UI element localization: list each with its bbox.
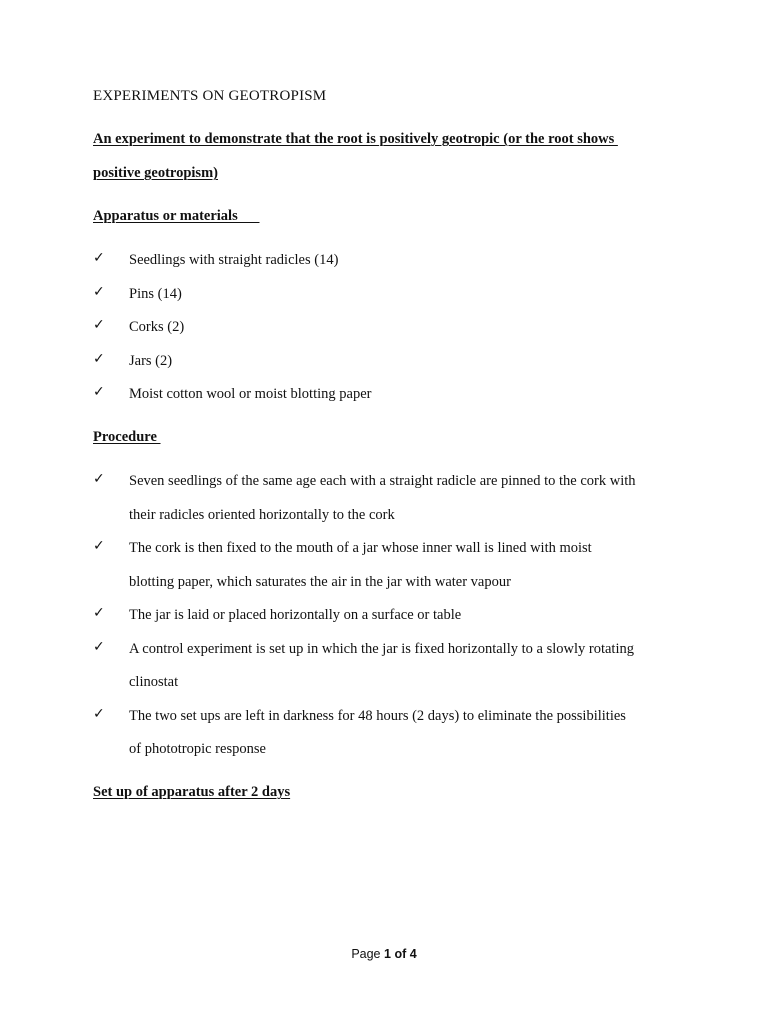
list-item: Pins (14) [129, 286, 182, 302]
page-label: Page [351, 947, 381, 961]
procedure-step-line: of phototropic response [129, 741, 266, 757]
procedure-step-line: The jar is laid or placed horizontally on a surface or table [129, 607, 462, 623]
checkmark-icon: ✓ [93, 250, 105, 266]
procedure-step-line: A control experiment is set up in which the jar is fixed horizontally to a slowly rotating [129, 641, 634, 657]
checkmark-icon: ✓ [93, 351, 105, 367]
setup-heading: Set up of apparatus after 2 days [93, 784, 291, 800]
document-title: EXPERIMENTS ON GEOTROPISM [93, 88, 327, 104]
procedure-step-line: clinostat [129, 674, 179, 690]
procedure-heading: Procedure [93, 429, 161, 445]
list-item: Corks (2) [129, 319, 185, 335]
experiment-heading-line-1: An experiment to demonstrate that the root is positively geotropic (or the root shows [93, 131, 618, 147]
page-of: of [394, 947, 407, 961]
experiment-heading-line-2: positive geotropism) [93, 165, 218, 181]
checkmark-icon: ✓ [93, 639, 105, 655]
page-current: 1 [384, 947, 391, 961]
procedure-step-line: The cork is then fixed to the mouth of a jar whose inner wall is lined with moist [129, 540, 592, 556]
procedure-step-line: Seven seedlings of the same age each with a straight radicle are pinned to the cork with [129, 473, 636, 489]
checkmark-icon: ✓ [93, 706, 105, 722]
checkmark-icon: ✓ [93, 317, 105, 333]
page-footer [0, 947, 768, 961]
apparatus-heading: Apparatus or materials [93, 208, 260, 224]
list-item: Moist cotton wool or moist blotting paper [129, 386, 372, 402]
list-item: Seedlings with straight radicles (14) [129, 252, 339, 268]
page-total: 4 [409, 947, 417, 961]
checkmark-icon: ✓ [93, 605, 105, 621]
checkmark-icon: ✓ [93, 538, 105, 554]
checkmark-icon: ✓ [93, 471, 105, 487]
checkmark-icon: ✓ [93, 284, 105, 300]
list-item: Jars (2) [129, 353, 173, 369]
procedure-step-line: The two set ups are left in darkness for 48 hours (2 days) to eliminate the possibilities [129, 708, 626, 724]
procedure-step-line: their radicles oriented horizontally to the cork [129, 507, 395, 523]
procedure-step-line: blotting paper, which saturates the air in the jar with water vapour [129, 574, 511, 590]
checkmark-icon: ✓ [93, 384, 105, 400]
